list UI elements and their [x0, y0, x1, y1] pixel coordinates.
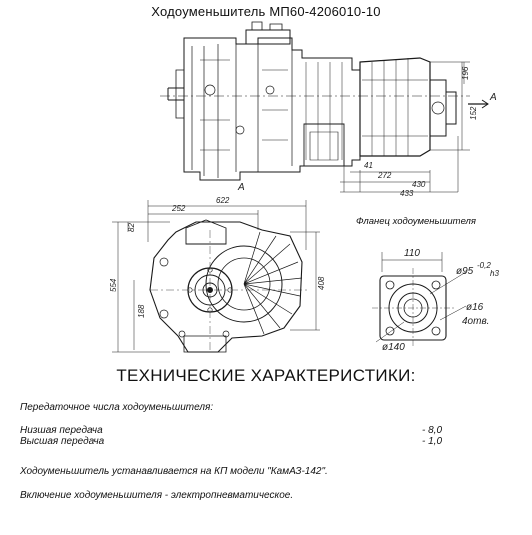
- view-marker-a-side: А: [490, 92, 497, 103]
- dim-h3: h3: [490, 269, 499, 278]
- page-title: Ходоуменьшитель МП60-4206010-10: [151, 4, 381, 19]
- dim-82: 82: [127, 223, 136, 232]
- high-gear-label: Высшая передача: [20, 436, 105, 447]
- dim-110: 110: [404, 248, 420, 259]
- dim-430: 430: [412, 180, 426, 189]
- front-view-drawing: [112, 200, 320, 352]
- low-gear-label: Низшая передача: [20, 425, 103, 436]
- dim-554: 554: [109, 278, 118, 292]
- view-marker-a-bottom: А: [238, 182, 245, 193]
- dim-196: 196: [461, 66, 470, 80]
- low-gear-value: - 8,0: [422, 425, 443, 436]
- dim-d16: ø16: [466, 302, 484, 313]
- side-view-drawing: [160, 22, 488, 192]
- dim-433: 433: [400, 189, 414, 198]
- install-note: Ходоуменьшитель устанавливается на КП модели "КамАЗ-142".: [20, 466, 328, 477]
- dim-252: 252: [172, 204, 186, 213]
- dim-41: 41: [364, 161, 373, 170]
- high-gear-value: - 1,0: [422, 436, 443, 447]
- dim-622: 622: [216, 196, 230, 205]
- dim-408: 408: [317, 276, 326, 290]
- spec-heading: ТЕХНИЧЕСКИЕ ХАРАКТЕРИСТИКИ:: [116, 366, 416, 385]
- dim-152: 152: [469, 106, 478, 120]
- ratios-heading: Передаточное числа ходоуменьшителя:: [20, 402, 214, 413]
- dim-272: 272: [378, 171, 392, 180]
- dim-d140: ø140: [382, 342, 405, 353]
- dim-4holes: 4отв.: [462, 316, 490, 327]
- flange-caption: Фланец ходоуменьшителя: [356, 216, 476, 227]
- dim-tolerance: -0,2: [477, 261, 491, 270]
- flange-drawing: [372, 252, 466, 348]
- engage-note: Включение ходоуменьшителя - электропневматическое.: [20, 490, 294, 501]
- dim-d95: ø95: [456, 266, 474, 277]
- dim-188: 188: [137, 304, 146, 318]
